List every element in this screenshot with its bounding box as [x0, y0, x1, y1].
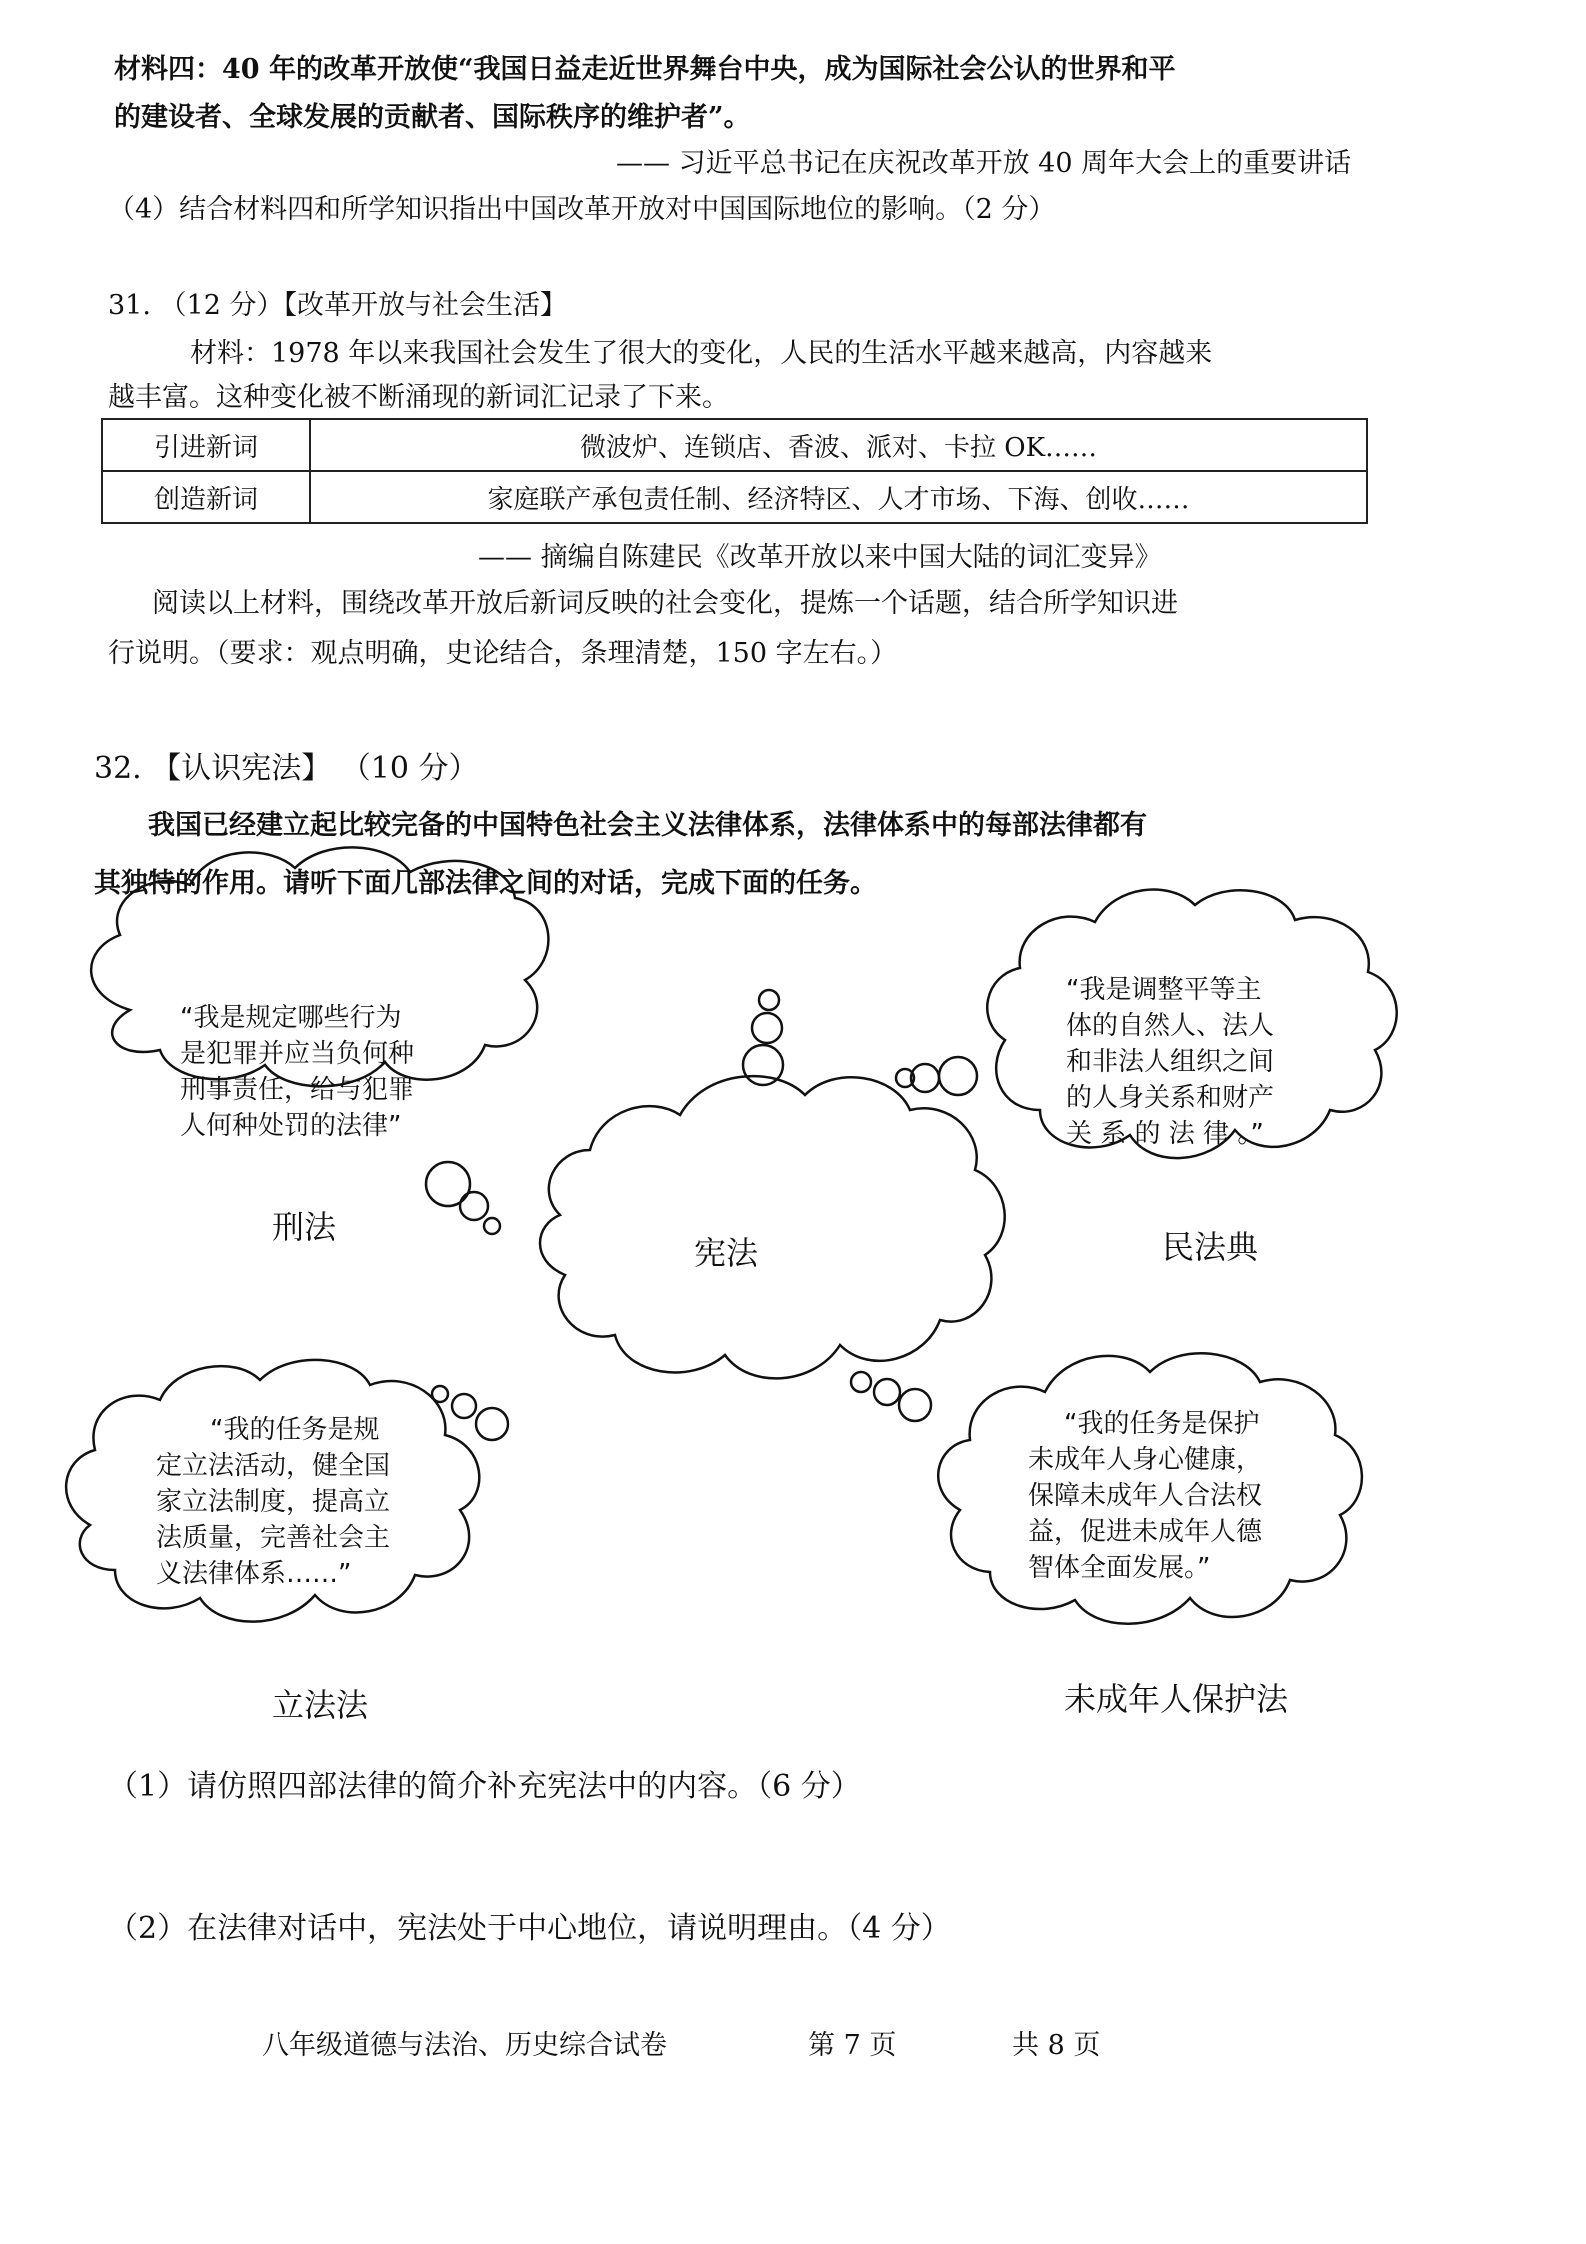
quote-line: 人何种处罚的法律” — [180, 1111, 402, 1141]
question-31-task-line2: 行说明。（要求：观点明确，史论结合，条理清楚，150 字左右。） — [108, 638, 898, 669]
quote-line: 保障未成年人合法权 — [1028, 1481, 1263, 1511]
question-31-source: —— 摘编自陈建民《改革开放以来中国大陆的词汇变异》 — [478, 542, 1162, 573]
civil-code-quote — [1066, 972, 1274, 1152]
quote-line: 关 系 的 法 律 。” — [1066, 1119, 1264, 1149]
question-31-material-line2: 越丰富。这种变化被不断涌现的新词汇记录了下来。 — [108, 382, 729, 413]
criminal-bubble-small — [484, 1218, 500, 1234]
quote-line: 刑事责任，给与犯罪 — [180, 1075, 415, 1105]
legislation-bubble-small — [432, 1386, 448, 1402]
question-31-task-line1: 阅读以上材料，围绕改革开放后新词反映的社会变化，提炼一个话题，结合所学知识进 — [152, 588, 1178, 619]
quote-line: 益，促进未成年人德 — [1028, 1517, 1263, 1547]
criminal-law-name: 刑法 — [272, 1208, 337, 1246]
criminal-bubble-medium — [460, 1192, 488, 1220]
material4-line2: 的建设者、全球发展的贡献者、国际秩序的维护者”。 — [114, 102, 751, 133]
criminal-bubble-large — [426, 1162, 470, 1206]
quote-line: 智体全面发展。” — [1028, 1553, 1211, 1583]
constitution-bubble-top — [759, 990, 779, 1010]
minors-law-name: 未成年人保护法 — [1064, 1680, 1289, 1718]
quote-line: 和非法人组织之间 — [1066, 1047, 1275, 1077]
footer-total-pages: 共 8 页 — [1012, 2030, 1101, 2061]
legislation-bubble-large — [476, 1408, 508, 1440]
constitution-name: 宪法 — [694, 1234, 759, 1272]
table-cell-words: 家庭联产承包责任制、经济特区、人才市场、下海、创收…… — [310, 471, 1367, 523]
minors-bubble-small — [851, 1372, 871, 1392]
civil-code-name: 民法典 — [1162, 1228, 1259, 1266]
legislation-bubble-medium — [452, 1394, 476, 1418]
question-32-intro-line2: 其独特的作用。请听下面几部法律之间的对话，完成下面的任务。 — [94, 868, 877, 899]
criminal-law-quote — [180, 1000, 414, 1144]
question-31-material-line1: 材料：1978 年以来我国社会发生了很大的变化，人民的生活水平越来越高，内容越来 — [190, 338, 1213, 369]
quote-line: “我是调整平等主 — [1066, 975, 1262, 1005]
quote-line: 家立法制度，提高立 — [156, 1487, 391, 1517]
constitution-bubble-mid — [752, 1013, 782, 1043]
legislation-law-quote — [156, 1412, 390, 1592]
footer-page-number: 第 7 页 — [808, 2030, 897, 2061]
table-cell-label: 引进新词 — [102, 419, 310, 471]
minors-bubble-large — [899, 1389, 931, 1421]
constitution-bubble-big — [743, 1045, 783, 1085]
material4-line1: 材料四：40 年的改革开放使“我国日益走近世界舞台中央，成为国际社会公认的世界和平 — [114, 54, 1176, 85]
question-4: （4）结合材料四和所学知识指出中国改革开放对中国国际地位的影响。（2 分） — [108, 194, 1056, 225]
constitution-cloud — [540, 1076, 1005, 1378]
footer-paper-title: 八年级道德与法治、历史综合试卷 — [262, 2030, 667, 2061]
question-32-task-1: （1）请仿照四部法律的简介补充宪法中的内容。（6 分） — [108, 1769, 861, 1804]
quote-line: 的人身关系和财产 — [1066, 1083, 1275, 1113]
minors-bubble-medium — [874, 1379, 900, 1405]
question-32-heading: 32. 【认识宪法】 （10 分） — [94, 751, 479, 786]
quote-line: “我的任务是规 — [210, 1415, 380, 1445]
quote-line: “我的任务是保护 — [1064, 1409, 1260, 1439]
quote-line: 法质量，完善社会主 — [156, 1523, 391, 1553]
table-cell-words: 微波炉、连锁店、香波、派对、卡拉 OK…… — [310, 419, 1367, 471]
minors-law-quote — [1028, 1406, 1262, 1586]
quote-line: 是犯罪并应当负何种 — [180, 1039, 415, 1069]
question-31-heading: 31. （12 分）【改革开放与社会生活】 — [108, 290, 567, 321]
question-32-task-2: （2）在法律对话中，宪法处于中心地位，请说明理由。（4 分） — [108, 1911, 951, 1946]
quote-line: 未成年人身心健康， — [1028, 1445, 1263, 1475]
material4-source: —— 习近平总书记在庆祝改革开放 40 周年大会上的重要讲话 — [616, 148, 1352, 179]
table-cell-label: 创造新词 — [102, 471, 310, 523]
civil-bubble-large — [939, 1057, 977, 1095]
quote-line: 定立法活动，健全国 — [156, 1451, 391, 1481]
legislation-law-name: 立法法 — [272, 1686, 369, 1724]
quote-line: 体的自然人、法人 — [1066, 1011, 1275, 1041]
question-32-intro-line1: 我国已经建立起比较完备的中国特色社会主义法律体系，法律体系中的每部法律都有 — [148, 810, 1147, 841]
quote-line: 义法律体系……” — [156, 1559, 352, 1589]
quote-line: “我是规定哪些行为 — [180, 1003, 402, 1033]
